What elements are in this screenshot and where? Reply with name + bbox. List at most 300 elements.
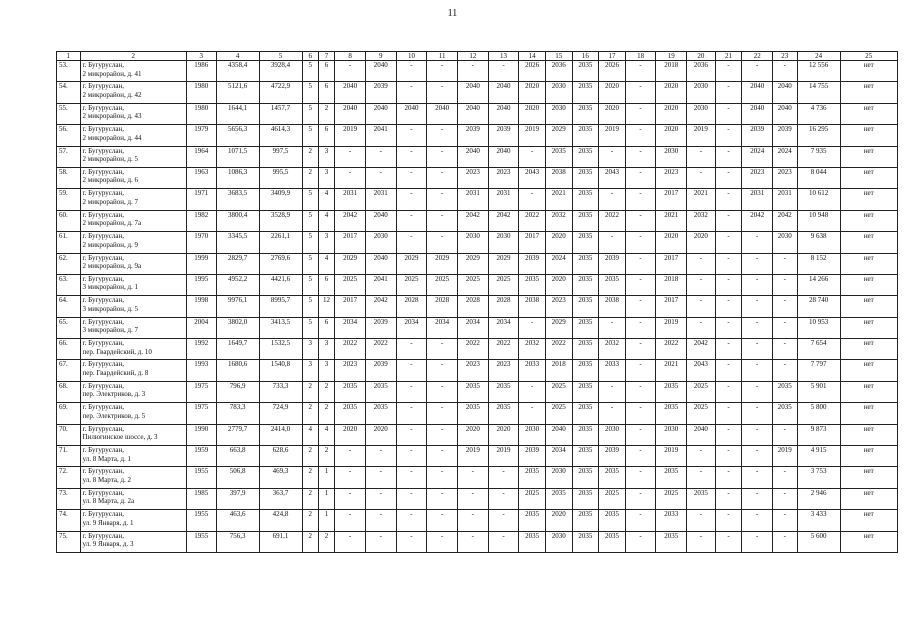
- table-cell: 4 736: [797, 103, 840, 124]
- table-cell: 2033: [599, 360, 626, 381]
- address-line: ул. 8 Марта, д. 1: [82, 454, 132, 463]
- table-cell: 2035: [572, 189, 599, 210]
- table-cell: 2: [302, 510, 318, 531]
- table-cell: 2018: [656, 274, 687, 295]
- table-cell: 2017: [656, 296, 687, 317]
- address-cell: [80, 403, 186, 424]
- table-cell: 3800,4: [216, 210, 259, 231]
- table-cell: -: [427, 189, 458, 210]
- address-line: г. Бугуруслан,: [82, 146, 124, 155]
- table-cell: -: [715, 82, 742, 103]
- row-number: 69.: [57, 403, 81, 424]
- address-line: 3 микрорайон, д. 7: [82, 326, 139, 335]
- address-line: 2 микрорайон, д. 6: [82, 176, 139, 185]
- table-cell: 2035: [572, 531, 599, 552]
- table-cell: -: [742, 510, 773, 531]
- table-cell: -: [427, 339, 458, 360]
- table-cell: -: [599, 403, 626, 424]
- table-cell: 2040: [488, 103, 519, 124]
- table-cell: 2019: [656, 317, 687, 338]
- table-cell: 2019: [773, 446, 798, 467]
- address-line: г. Бугуруслан,: [82, 103, 124, 112]
- address-line: г. Бугуруслан,: [82, 317, 124, 326]
- column-header: 18: [625, 52, 656, 61]
- column-header: 6: [302, 52, 318, 61]
- table-cell: 2040: [457, 146, 488, 167]
- address-cell: [80, 232, 186, 253]
- address-cell: [80, 82, 186, 103]
- table-cell: 10 948: [797, 210, 840, 231]
- address-line: ул. 9 Января, д. 1: [82, 518, 134, 527]
- table-cell: нет: [840, 510, 897, 531]
- table-cell: -: [427, 510, 458, 531]
- table-cell: 5: [302, 317, 318, 338]
- table-cell: -: [625, 296, 656, 317]
- column-header: 23: [773, 52, 798, 61]
- table-cell: 2040: [335, 103, 366, 124]
- table-cell: -: [365, 467, 396, 488]
- row-number: 74.: [57, 510, 81, 531]
- table-cell: 5656,3: [216, 125, 259, 146]
- table-cell: -: [715, 103, 742, 124]
- table-cell: 4: [318, 424, 334, 445]
- table-cell: 2031: [742, 189, 773, 210]
- table-cell: 2020: [519, 103, 546, 124]
- row-number: 72.: [57, 467, 81, 488]
- table-cell: 4614,3: [259, 125, 302, 146]
- table-cell: 2038: [599, 296, 626, 317]
- row-number: 60.: [57, 210, 81, 231]
- table-cell: 2039: [599, 253, 626, 274]
- table-cell: 2035: [572, 424, 599, 445]
- address-cell: [80, 274, 186, 295]
- table-cell: -: [396, 446, 427, 467]
- column-header: 21: [715, 52, 742, 61]
- table-cell: 4952,2: [216, 274, 259, 295]
- table-cell: -: [715, 446, 742, 467]
- table-cell: 6: [318, 317, 334, 338]
- address-cell: [80, 125, 186, 146]
- table-cell: 2023: [457, 360, 488, 381]
- address-line: ул. 8 Марта, д. 2: [82, 475, 132, 484]
- address-cell: [80, 317, 186, 338]
- column-header: 7: [318, 52, 334, 61]
- table-cell: 2024: [545, 253, 572, 274]
- table-cell: 2039: [365, 82, 396, 103]
- table-cell: нет: [840, 146, 897, 167]
- row-number: 56.: [57, 125, 81, 146]
- address-line: г. Бугуруслан,: [82, 82, 124, 91]
- table-cell: 3: [302, 360, 318, 381]
- table-cell: 997,5: [259, 146, 302, 167]
- address-line: г. Бугуруслан,: [82, 61, 124, 69]
- table-cell: 2019: [488, 446, 519, 467]
- table-cell: 2035: [572, 61, 599, 82]
- table-cell: 1964: [186, 146, 216, 167]
- column-header: 13: [488, 52, 519, 61]
- table-cell: 2031: [335, 189, 366, 210]
- table-cell: 2023: [488, 167, 519, 188]
- table-cell: 2017: [656, 189, 687, 210]
- table-cell: 2041: [365, 125, 396, 146]
- table-cell: -: [715, 424, 742, 445]
- table-cell: -: [488, 531, 519, 552]
- table-cell: 6: [318, 61, 334, 82]
- table-cell: -: [715, 253, 742, 274]
- table-cell: -: [625, 146, 656, 167]
- address-line: 2 микрорайон, д. 5: [82, 155, 139, 164]
- table-cell: -: [742, 446, 773, 467]
- table-cell: 2040: [773, 82, 798, 103]
- table-cell: 6: [318, 82, 334, 103]
- table-cell: нет: [840, 531, 897, 552]
- table-cell: 9976,1: [216, 296, 259, 317]
- table-cell: 3: [318, 232, 334, 253]
- table-cell: -: [715, 232, 742, 253]
- table-cell: 2039: [519, 446, 546, 467]
- table-cell: 2042: [742, 210, 773, 231]
- table-cell: 4: [318, 210, 334, 231]
- address-line: г. Бугуруслан,: [82, 424, 124, 433]
- table-cell: 2017: [656, 253, 687, 274]
- table-cell: 2022: [545, 339, 572, 360]
- table-cell: 3928,4: [259, 61, 302, 82]
- table-cell: 2035: [572, 488, 599, 509]
- table-cell: 2034: [545, 446, 572, 467]
- table-cell: 1: [318, 488, 334, 509]
- table-cell: 2017: [335, 296, 366, 317]
- table-cell: -: [599, 232, 626, 253]
- table-cell: 796,9: [216, 381, 259, 402]
- column-header: 15: [545, 52, 572, 61]
- table-cell: 2019: [656, 446, 687, 467]
- address-line: ул. 9 Января, д. 3: [82, 540, 134, 549]
- table-row: [57, 339, 898, 360]
- table-cell: 2025: [519, 488, 546, 509]
- table-row: [57, 403, 898, 424]
- table-cell: 1985: [186, 488, 216, 509]
- table-cell: 2040: [687, 424, 716, 445]
- table-cell: -: [396, 510, 427, 531]
- table-cell: -: [427, 232, 458, 253]
- table-cell: -: [396, 531, 427, 552]
- table-cell: -: [519, 189, 546, 210]
- table-cell: 2021: [656, 210, 687, 231]
- table-cell: 2035: [519, 531, 546, 552]
- table-cell: 2030: [365, 232, 396, 253]
- address-line: 2 микрорайон, д. 7а: [82, 219, 142, 228]
- address-cell: [80, 253, 186, 274]
- table-cell: -: [687, 467, 716, 488]
- table-cell: 2029: [545, 317, 572, 338]
- table-cell: -: [488, 510, 519, 531]
- table-cell: 2020: [457, 424, 488, 445]
- table-cell: 756,3: [216, 531, 259, 552]
- address-line: г. Бугуруслан,: [82, 446, 124, 455]
- table-cell: 2020: [656, 103, 687, 124]
- table-cell: 2035: [545, 488, 572, 509]
- table-cell: -: [335, 446, 366, 467]
- address-line: г. Бугуруслан,: [82, 189, 124, 198]
- table-cell: -: [742, 317, 773, 338]
- table-cell: 2043: [687, 360, 716, 381]
- table-cell: 2035: [572, 446, 599, 467]
- column-header: 3: [186, 52, 216, 61]
- table-cell: 3: [302, 339, 318, 360]
- table-cell: -: [687, 167, 716, 188]
- table-cell: 2023: [742, 167, 773, 188]
- table-cell: нет: [840, 103, 897, 124]
- table-cell: нет: [840, 189, 897, 210]
- table-cell: 9 638: [797, 232, 840, 253]
- table-cell: 2030: [656, 424, 687, 445]
- table-cell: 2035: [572, 125, 599, 146]
- table-cell: 1644,1: [216, 103, 259, 124]
- table-cell: 8 044: [797, 167, 840, 188]
- column-header: 14: [519, 52, 546, 61]
- table-cell: -: [773, 317, 798, 338]
- table-row: [57, 488, 898, 509]
- table-cell: 5: [302, 61, 318, 82]
- table-cell: 2035: [773, 381, 798, 402]
- table-cell: 2022: [335, 339, 366, 360]
- table-cell: 2030: [519, 424, 546, 445]
- table-cell: -: [427, 82, 458, 103]
- address-line: г. Бугуруслан,: [82, 381, 124, 390]
- table-cell: 2035: [335, 403, 366, 424]
- table-cell: нет: [840, 381, 897, 402]
- table-cell: 2023: [545, 296, 572, 317]
- table-cell: 2035: [457, 381, 488, 402]
- table-cell: -: [365, 146, 396, 167]
- table-cell: 2020: [656, 125, 687, 146]
- table-cell: 2030: [773, 232, 798, 253]
- table-cell: 2029: [335, 253, 366, 274]
- address-line: пер. Электриков, д. 5: [82, 411, 146, 420]
- table-cell: -: [625, 61, 656, 82]
- table-cell: 2: [318, 446, 334, 467]
- table-cell: нет: [840, 403, 897, 424]
- table-cell: -: [625, 253, 656, 274]
- table-cell: 2035: [457, 403, 488, 424]
- table-cell: 2035: [572, 339, 599, 360]
- column-header: 25: [840, 52, 897, 61]
- table-cell: -: [625, 510, 656, 531]
- address-line: 2 микрорайон, д. 9а: [82, 262, 142, 271]
- table-cell: 5 901: [797, 381, 840, 402]
- table-cell: 3802,0: [216, 317, 259, 338]
- table-cell: 2029: [427, 253, 458, 274]
- table-cell: 1680,6: [216, 360, 259, 381]
- table-cell: 28 740: [797, 296, 840, 317]
- table-row: [57, 274, 898, 295]
- table-cell: -: [715, 488, 742, 509]
- table-cell: нет: [840, 61, 897, 82]
- table-cell: 2769,6: [259, 253, 302, 274]
- table-cell: -: [715, 210, 742, 231]
- column-header: 12: [457, 52, 488, 61]
- table-cell: -: [687, 317, 716, 338]
- table-cell: 2040: [742, 82, 773, 103]
- table-cell: 2040: [396, 103, 427, 124]
- table-cell: 2042: [365, 296, 396, 317]
- table-cell: -: [625, 381, 656, 402]
- table-cell: -: [742, 296, 773, 317]
- table-cell: 1979: [186, 125, 216, 146]
- table-cell: -: [427, 61, 458, 82]
- table-cell: 2043: [599, 167, 626, 188]
- row-number: 58.: [57, 167, 81, 188]
- table-cell: 2035: [572, 403, 599, 424]
- row-number: 73.: [57, 488, 81, 509]
- table-cell: 2020: [365, 424, 396, 445]
- row-number: 59.: [57, 189, 81, 210]
- table-cell: 2034: [396, 317, 427, 338]
- table-cell: -: [715, 531, 742, 552]
- table-cell: -: [715, 317, 742, 338]
- table-cell: 3: [318, 146, 334, 167]
- table-cell: 6: [318, 125, 334, 146]
- table-cell: 1975: [186, 381, 216, 402]
- table-cell: -: [365, 531, 396, 552]
- table-cell: 5: [302, 189, 318, 210]
- table-cell: -: [396, 82, 427, 103]
- table-cell: 3413,5: [259, 317, 302, 338]
- table-cell: 1982: [186, 210, 216, 231]
- table-cell: -: [715, 296, 742, 317]
- table-cell: 2020: [545, 232, 572, 253]
- address-line: г. Бугуруслан,: [82, 467, 124, 476]
- table-cell: -: [625, 424, 656, 445]
- table-cell: -: [488, 467, 519, 488]
- table-cell: 2035: [572, 167, 599, 188]
- table-cell: 7 797: [797, 360, 840, 381]
- table-row: [57, 467, 898, 488]
- address-line: 3 микрорайон, д. 5: [82, 304, 139, 313]
- table-cell: 2022: [365, 339, 396, 360]
- table-cell: 9 873: [797, 424, 840, 445]
- table-cell: -: [773, 61, 798, 82]
- table-cell: 2: [318, 381, 334, 402]
- table-row: [57, 210, 898, 231]
- table-cell: 2019: [687, 125, 716, 146]
- table-cell: -: [715, 360, 742, 381]
- row-number: 64.: [57, 296, 81, 317]
- table-cell: 2779,7: [216, 424, 259, 445]
- table-cell: 2020: [656, 82, 687, 103]
- table-cell: -: [773, 510, 798, 531]
- table-cell: 2035: [773, 403, 798, 424]
- table-cell: нет: [840, 467, 897, 488]
- table-cell: 2: [302, 167, 318, 188]
- table-cell: 2026: [519, 61, 546, 82]
- table-row: [57, 381, 898, 402]
- table-cell: 2: [302, 488, 318, 509]
- table-cell: 2035: [656, 531, 687, 552]
- table-row: [57, 510, 898, 531]
- table-cell: 2035: [572, 82, 599, 103]
- table-cell: 2035: [572, 381, 599, 402]
- table-cell: 2: [318, 103, 334, 124]
- table-cell: -: [715, 61, 742, 82]
- address-line: г. Бугуруслан,: [82, 510, 124, 519]
- table-cell: 2030: [599, 424, 626, 445]
- table-cell: 2035: [687, 488, 716, 509]
- table-cell: 8 152: [797, 253, 840, 274]
- table-cell: 8995,7: [259, 296, 302, 317]
- table-cell: 2040: [457, 103, 488, 124]
- table-cell: -: [625, 488, 656, 509]
- table-cell: 5: [302, 82, 318, 103]
- table-cell: 2028: [396, 296, 427, 317]
- column-header: 9: [365, 52, 396, 61]
- table-cell: -: [625, 210, 656, 231]
- table-cell: 2: [302, 403, 318, 424]
- table-cell: 2035: [572, 360, 599, 381]
- table-cell: 1980: [186, 82, 216, 103]
- table-cell: -: [427, 488, 458, 509]
- table-cell: -: [715, 381, 742, 402]
- table-cell: 2021: [687, 189, 716, 210]
- table-cell: 2025: [427, 274, 458, 295]
- table-cell: нет: [840, 82, 897, 103]
- table-cell: 2042: [773, 210, 798, 231]
- table-cell: 2020: [599, 82, 626, 103]
- page-number: 11: [447, 8, 458, 19]
- table-cell: -: [625, 167, 656, 188]
- table-cell: 2035: [656, 381, 687, 402]
- address-line: 2 микрорайон, д. 44: [82, 133, 142, 142]
- table-row: [57, 61, 898, 82]
- table-cell: 2032: [687, 210, 716, 231]
- table-cell: -: [427, 125, 458, 146]
- row-number: 63.: [57, 274, 81, 295]
- column-header: 11: [427, 52, 458, 61]
- table-cell: 2022: [599, 210, 626, 231]
- table-cell: -: [427, 167, 458, 188]
- table-cell: нет: [840, 488, 897, 509]
- table-cell: 1990: [186, 424, 216, 445]
- table-cell: 2035: [545, 146, 572, 167]
- table-cell: 2035: [365, 381, 396, 402]
- table-cell: 2039: [773, 125, 798, 146]
- table-cell: 2035: [572, 232, 599, 253]
- table-cell: -: [687, 296, 716, 317]
- table-cell: 2040: [773, 103, 798, 124]
- table-cell: 2022: [488, 339, 519, 360]
- address-line: 3 микрорайон, д. 1: [82, 283, 139, 292]
- table-cell: 2025: [545, 381, 572, 402]
- table-cell: -: [773, 253, 798, 274]
- table-cell: нет: [840, 125, 897, 146]
- table-cell: 2035: [365, 403, 396, 424]
- table-cell: -: [427, 446, 458, 467]
- address-line: г. Бугуруслан,: [82, 296, 124, 305]
- address-line: пер. Гвардейский, д. 10: [82, 347, 152, 356]
- address-line: ул. 8 Марта, д. 2а: [82, 497, 135, 506]
- table-cell: -: [742, 381, 773, 402]
- table-cell: 2 946: [797, 488, 840, 509]
- address-line: г. Бугуруслан,: [82, 531, 124, 540]
- table-cell: 1993: [186, 360, 216, 381]
- table-cell: 2: [318, 531, 334, 552]
- table-cell: 2039: [457, 125, 488, 146]
- table-cell: -: [625, 125, 656, 146]
- address-line: пер. Электриков, д. 3: [82, 390, 146, 399]
- table-cell: 2040: [457, 82, 488, 103]
- table-cell: 2035: [656, 403, 687, 424]
- address-line: г. Бугуруслан,: [82, 167, 124, 176]
